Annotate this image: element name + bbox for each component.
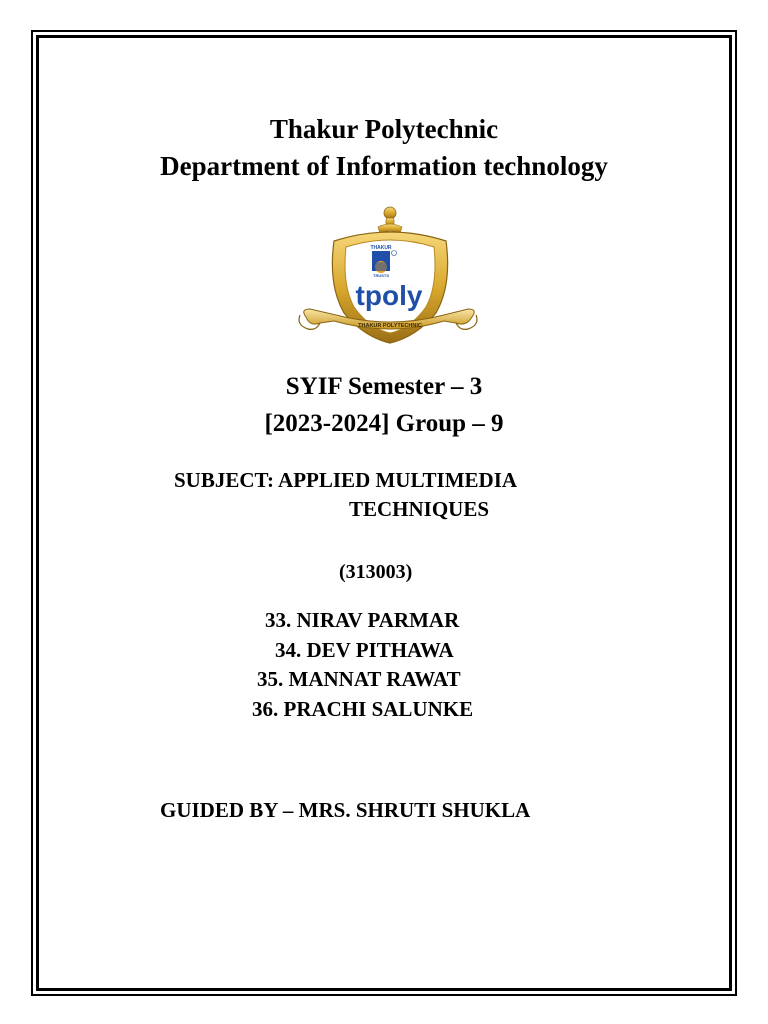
member-name: NIRAV PARMAR [296,608,460,632]
logo-top-text: THAKUR [370,245,392,251]
member-item [252,697,473,722]
institution-title: Thakur Polytechnic [269,114,499,144]
subject-line-1: SUBJECT: APPLIED MULTIMEDIA [174,468,518,492]
year-group-line: [2023-2024] Group – 9 [264,410,504,437]
member-item [265,608,459,633]
logo-sub-text: TRUSTS [373,273,389,278]
member-number: 33. [265,608,292,632]
subject-code: (313003) [339,561,413,583]
tpoly-crest-logo [296,205,480,347]
member-name: MANNAT RAWAT [288,667,461,691]
member-name: PRACHI SALUNKE [283,697,474,721]
subject-line-2: TECHNIQUES [349,497,490,521]
logo-brand-text: tpoly [355,280,423,311]
guided-by-line: GUIDED BY – MRS. SHRUTI SHUKLA [160,798,531,822]
department-title: Department of Information technology [160,151,608,181]
member-name: DEV PITHAWA [306,638,454,662]
member-item [257,667,461,692]
member-item [275,638,454,663]
member-number: 34. [275,638,302,662]
logo-ribbon-text: THAKUR POLYTECHNIC [358,323,422,329]
member-number: 36. [252,697,279,721]
member-number: 35. [257,667,284,691]
semester-line: SYIF Semester – 3 [285,373,483,400]
